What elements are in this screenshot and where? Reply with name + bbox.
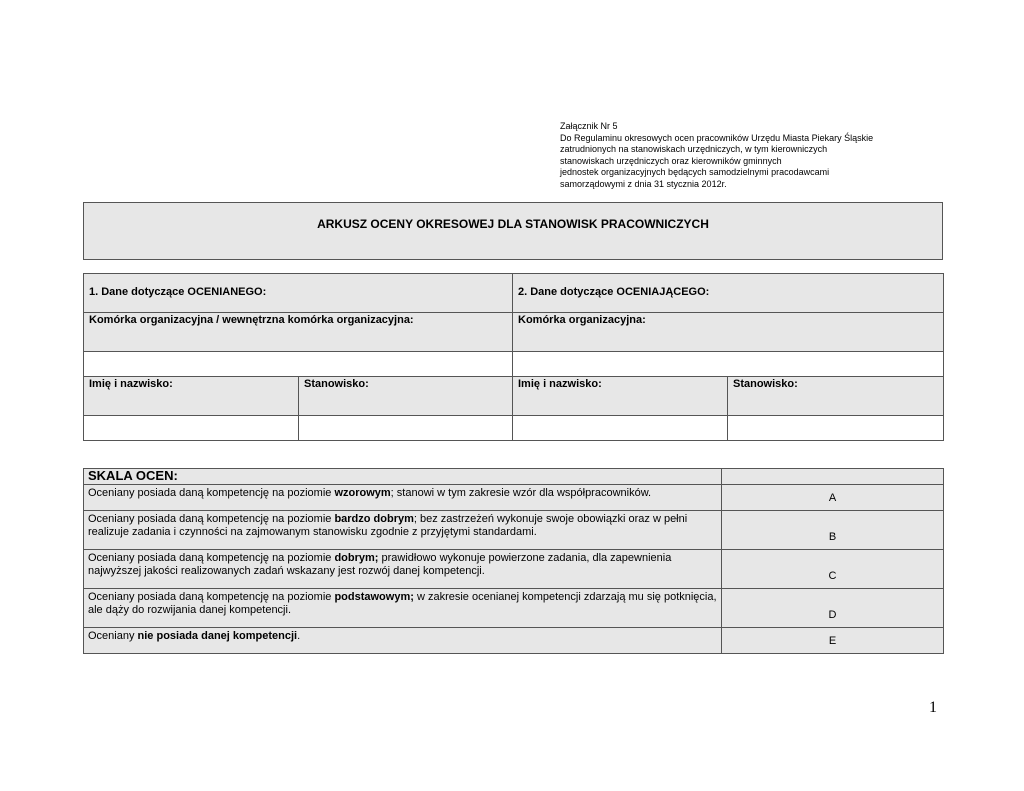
- title-box: [83, 202, 943, 260]
- scale-level: dobrym;: [334, 552, 379, 564]
- assessor-position-field[interactable]: [728, 416, 944, 441]
- scale-description: [84, 485, 722, 511]
- assessor-unit-label: Komórka organizacyjna:: [513, 313, 944, 352]
- scale-description: [84, 511, 722, 550]
- scale-description: [84, 628, 722, 654]
- scale-grade: D: [722, 589, 944, 628]
- assessor-name-label: Imię i nazwisko:: [513, 377, 728, 416]
- assessed-unit-field[interactable]: [84, 352, 513, 377]
- scale-text: .: [297, 630, 301, 642]
- annex-line: zatrudnionych na stanowiskach urzędniczych, w tym kierowniczych: [560, 144, 828, 155]
- scale-grade: C: [722, 550, 944, 589]
- scale-grade: A: [722, 485, 944, 511]
- scale-text: prawidłowo wykonuje powierzone zadania, dla zapewnienia najwyższej jakości realizowanych zadań wskazany jest rozwój danej kompetencji.: [88, 552, 672, 577]
- scale-text: w zakresie ocenianej kompetencji zdarzają mu się potknięcia, ale dąży do rozwijania danej kompetencji.: [88, 591, 717, 616]
- annex-line: stanowiskach urzędniczych oraz kierowników gminnych: [560, 155, 782, 166]
- assessor-name-field[interactable]: [513, 416, 728, 441]
- assessed-position-field[interactable]: [299, 416, 513, 441]
- scale-level: wzorowym: [334, 487, 391, 499]
- rating-scale-table: [83, 468, 944, 654]
- assessed-unit-label: Komórka organizacyjna / wewnętrzna komórka organizacyjna:: [84, 313, 513, 352]
- scale-text: ; bez zastrzeżeń wykonuje swoje obowiązki oraz w pełni realizuje zadania i czynności na zajmowanym stanowisku zgodnie z przyjętymi standardami.: [88, 513, 688, 538]
- annex-line: samorządowymi z dnia 31 stycznia 2012r.: [560, 178, 727, 189]
- scale-description: [84, 550, 722, 589]
- scale-text: ; stanowi w tym zakresie wzór dla współpracowników.: [390, 487, 652, 499]
- assessed-position-label: Stanowisko:: [299, 377, 513, 416]
- scale-text: Oceniany: [88, 630, 138, 642]
- scale-header-blank: [722, 469, 944, 485]
- scale-header: [84, 469, 722, 485]
- assessed-name-field[interactable]: [84, 416, 299, 441]
- scale-level: nie posiada danej kompetencji: [137, 630, 298, 642]
- scale-text: Oceniany posiada daną kompetencję na poziomie: [88, 487, 335, 499]
- scale-description: [84, 589, 722, 628]
- scale-grade: B: [722, 511, 944, 550]
- annex-note: [560, 121, 940, 191]
- assessed-header: 1. Dane dotyczące OCENIANEGO:: [84, 274, 513, 313]
- annex-line: Do Regulaminu okresowych ocen pracowników Urzędu Miasta Piekary Śląskie: [560, 132, 874, 143]
- document-title: ARKUSZ OCENY OKRESOWEJ DLA STANOWISK PRACOWNICZYCH: [317, 217, 709, 231]
- annex-line: Załącznik Nr 5: [560, 121, 618, 131]
- scale-text: Oceniany posiada daną kompetencję na poziomie: [88, 591, 335, 603]
- scale-level: podstawowym;: [334, 591, 414, 603]
- assessor-unit-field[interactable]: [513, 352, 944, 377]
- annex-line: jednostek organizacyjnych będących samodzielnymi pracodawcami: [560, 167, 830, 178]
- assessed-name-label: Imię i nazwisko:: [84, 377, 299, 416]
- assessor-position-label: Stanowisko:: [728, 377, 944, 416]
- scale-text: Oceniany posiada daną kompetencję na poziomie: [88, 552, 335, 564]
- scale-level: bardzo dobrym: [334, 513, 414, 525]
- scale-header-label: SKALA OCEN:: [88, 468, 178, 483]
- page-number: 1: [929, 699, 937, 716]
- scale-text: Oceniany posiada daną kompetencję na poziomie: [88, 513, 335, 525]
- personal-data-table: [83, 273, 944, 441]
- scale-grade: E: [722, 628, 944, 654]
- assessor-header: 2. Dane dotyczące OCENIAJĄCEGO:: [513, 274, 944, 313]
